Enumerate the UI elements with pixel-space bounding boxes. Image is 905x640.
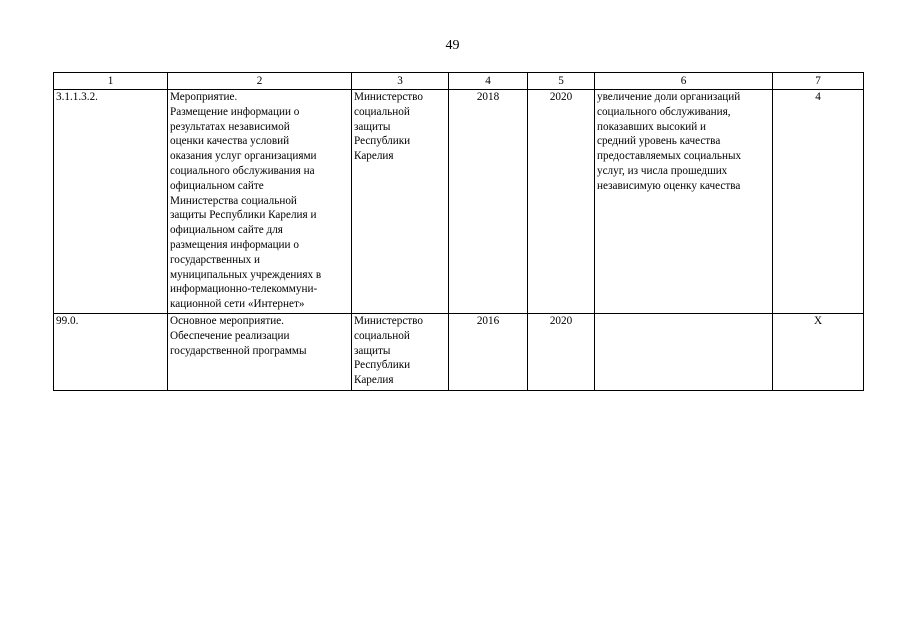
column-header-3: 3 (352, 73, 449, 90)
result-line: независимую оценку качества (597, 179, 741, 192)
activity-line: информационно-телекоммуни- (170, 283, 318, 296)
row-activity (168, 314, 352, 391)
page-number: 49 (445, 38, 460, 53)
executor-line: социальной (354, 329, 410, 342)
row-indicator: Х (773, 314, 864, 391)
activity-line: Мероприятие. (170, 91, 238, 103)
row-executor (352, 314, 449, 391)
activity-line: официальном сайте (170, 179, 264, 192)
row-indicator: 4 (773, 90, 864, 314)
header-row (54, 73, 864, 90)
result-line: предоставляемых социальных (597, 150, 742, 163)
row-code: 3.1.1.3.2. (54, 90, 168, 314)
activity-line: оказания услуг организациями (170, 150, 317, 163)
activity-line: защиты Республики Карелия и (170, 209, 317, 222)
activity-line: государственной программы (170, 344, 307, 357)
activity-line: Обеспечение реализации (170, 329, 290, 342)
activity-line: официальном сайте для (170, 224, 283, 237)
column-header-6: 6 (595, 73, 773, 90)
activity-line: социального обслуживания на (170, 164, 315, 177)
result-line: увеличение доли организаций (597, 91, 741, 103)
row-result (595, 90, 773, 314)
result-line: социального обслуживания, (597, 105, 731, 118)
row-activity (168, 90, 352, 314)
row-start-year: 2018 (449, 90, 528, 314)
activity-line: размещения информации о (170, 238, 299, 251)
column-header-7: 7 (773, 73, 864, 90)
table-row (54, 90, 864, 314)
executor-line: Министерство (354, 91, 423, 103)
column-header-1: 1 (54, 73, 168, 90)
executor-line: социальной (354, 105, 410, 118)
activity-line: оценки качества условий (170, 135, 290, 148)
activity-line: результатах независимой (170, 120, 290, 133)
row-end-year: 2020 (528, 314, 595, 391)
executor-line: защиты (354, 120, 391, 133)
column-header-5: 5 (528, 73, 595, 90)
activity-line: Министерства социальной (170, 194, 297, 207)
result-line: услуг, из числа прошедших (597, 164, 728, 177)
executor-line: защиты (354, 344, 391, 357)
executor-line: Министерство (354, 315, 423, 327)
result-line: средний уровень качества (597, 135, 721, 148)
executor-line: Карелия (354, 374, 394, 387)
activity-line: кационной сети «Интернет» (170, 298, 305, 311)
executor-line: Республики (354, 135, 411, 148)
executor-line: Карелия (354, 150, 394, 163)
executor-line: Республики (354, 359, 411, 372)
row-end-year: 2020 (528, 90, 595, 314)
row-start-year: 2016 (449, 314, 528, 391)
table-row (54, 314, 864, 391)
result-line: показавших высокий и (597, 120, 707, 133)
row-executor (352, 90, 449, 314)
column-header-4: 4 (449, 73, 528, 90)
activity-line: государственных и (170, 253, 261, 266)
row-result (595, 314, 773, 391)
row-code: 99.0. (54, 314, 168, 391)
column-header-2: 2 (168, 73, 352, 90)
activity-line: Основное мероприятие. (170, 315, 284, 327)
activity-line: муниципальных учреждениях в (170, 268, 322, 281)
activity-line: Размещение информации о (170, 105, 300, 118)
activities-table (53, 72, 864, 391)
